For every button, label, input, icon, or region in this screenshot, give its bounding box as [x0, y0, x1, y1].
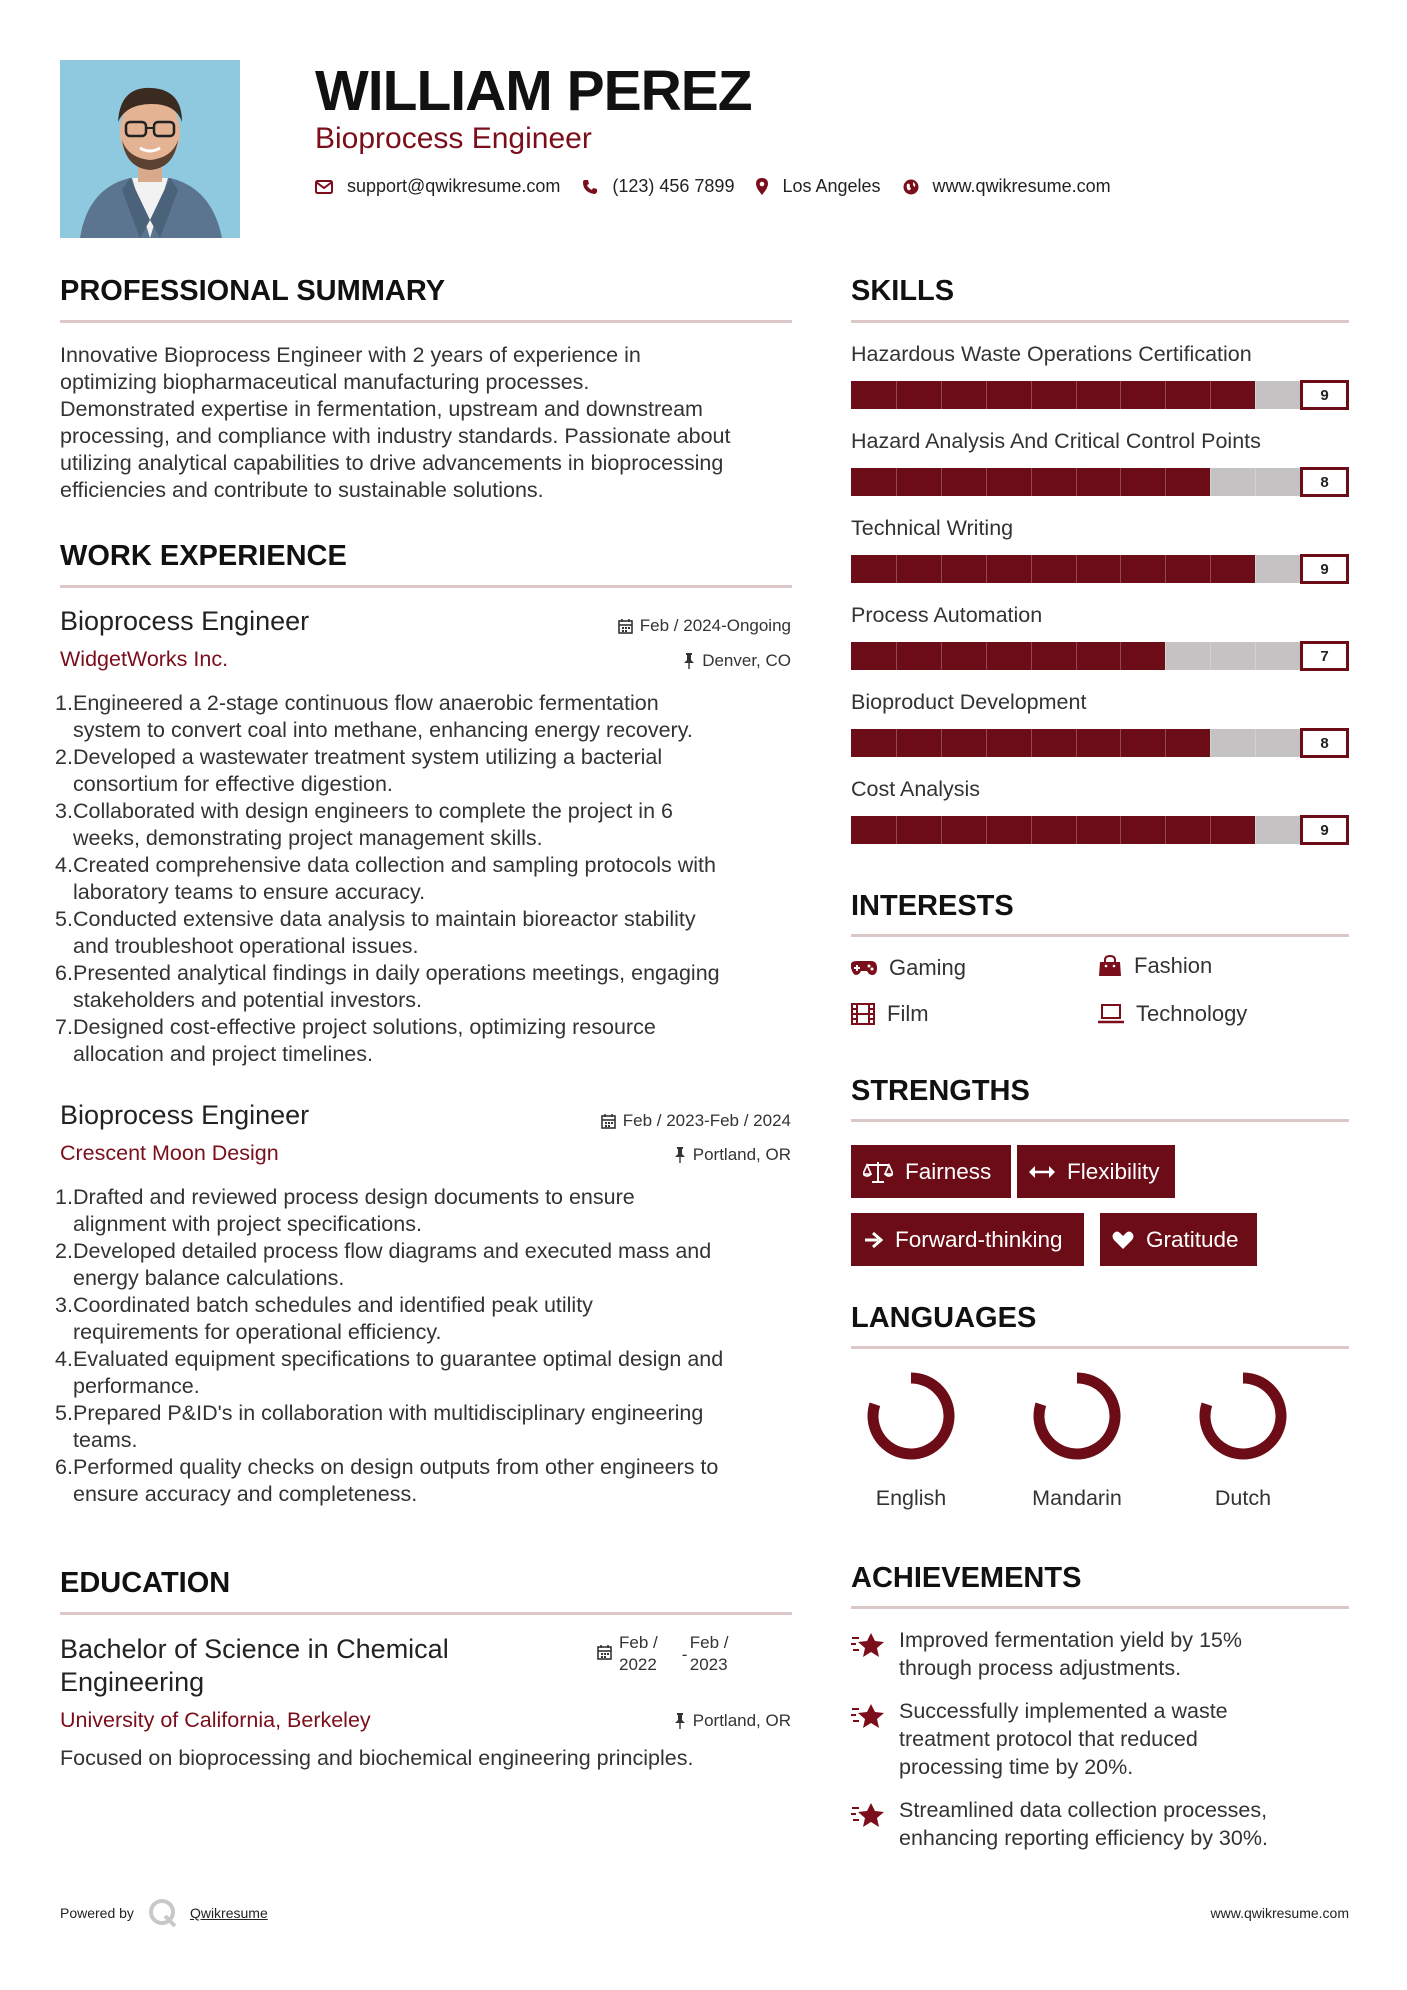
skill-bar-tick: [1210, 555, 1211, 583]
skill-bar-tick: [941, 555, 942, 583]
degree-title: [60, 1633, 449, 1699]
summary-line: Innovative Bioprocess Engineer with 2 years of experience in: [60, 343, 641, 367]
skill-bar-tick: [1076, 555, 1077, 583]
skill-bar-tick: [941, 729, 942, 757]
skill-level-box: 8: [1300, 728, 1349, 758]
list-item: [55, 1238, 800, 1292]
summary-line: optimizing biopharmaceutical manufacturing processes.: [60, 370, 590, 394]
list-item: [55, 744, 800, 798]
skill-bar-tick: [941, 642, 942, 670]
contact-phone[interactable]: [582, 176, 734, 197]
list-item: [55, 1400, 800, 1454]
bullet-line: Designed cost-effective project solutions, optimizing resource: [73, 1015, 656, 1039]
balance-scale-icon: [863, 1160, 893, 1184]
skill-bar-tick: [1120, 555, 1121, 583]
skill-bar-tick: [941, 816, 942, 844]
achievement-text: [899, 1796, 1319, 1852]
degree-line: Bachelor of Science in Chemical: [60, 1634, 449, 1664]
work-heading: WORK EXPERIENCE: [60, 540, 347, 572]
interest-label: Film: [887, 1001, 929, 1026]
skill-bar-tick: [1165, 555, 1166, 583]
list-item: [55, 690, 800, 744]
date-part: Feb /: [619, 1633, 658, 1652]
calendar-icon: [601, 1113, 616, 1129]
qwikresume-logo-icon: [148, 1898, 178, 1928]
achievement-line: Streamlined data collection processes,: [899, 1798, 1268, 1822]
list-item: [55, 1346, 800, 1400]
skill-bar-tick: [1210, 729, 1211, 757]
skill-level-box: 9: [1300, 380, 1349, 410]
skill-bar-tick: [986, 729, 987, 757]
skill-bar-tick: [986, 468, 987, 496]
language-ring-chart: [1173, 1368, 1313, 1468]
achievement-line: through process adjustments.: [899, 1656, 1182, 1680]
achievement-line: Improved fermentation yield by 15%: [899, 1628, 1242, 1652]
list-item: [55, 906, 800, 960]
candidate-title: Bioprocess Engineer: [315, 122, 592, 155]
skill-label: Hazard Analysis And Critical Control Points: [851, 429, 1261, 453]
skill-bar-tick: [1120, 729, 1121, 757]
skill-bar: [851, 380, 1349, 410]
arrow-right-icon: [863, 1230, 883, 1250]
bullet-number: 3.: [55, 799, 73, 823]
bullet-number: 6.: [55, 961, 73, 985]
bullet-line: Collaborated with design engineers to complete the project in 6: [73, 799, 673, 823]
skills-divider: [851, 320, 1349, 323]
language-ring: [841, 1368, 981, 1473]
bullet-number: 4.: [55, 1347, 73, 1371]
skill-bar-tick: [1120, 642, 1121, 670]
strength-label: Forward-thinking: [895, 1226, 1063, 1252]
skill-bar: [851, 728, 1349, 758]
bullet-line: Coordinated batch schedules and identified peak utility: [73, 1293, 593, 1317]
strength-label: Fairness: [905, 1158, 992, 1184]
skill-bar-tick: [1076, 729, 1077, 757]
list-item: [55, 1454, 800, 1508]
gamepad-icon: [851, 960, 877, 976]
job-location-text: Portland, OR: [692, 1145, 791, 1164]
heart-icon: [1112, 1230, 1134, 1250]
strengths-divider: [851, 1119, 1349, 1122]
contact-location: [756, 176, 880, 197]
achievement-line: Successfully implemented a waste: [899, 1699, 1228, 1723]
skill-bar-tick: [896, 381, 897, 409]
language-ring: [1173, 1368, 1313, 1473]
skill-bar-tick: [1031, 816, 1032, 844]
website-text: www.qwikresume.com: [932, 176, 1111, 196]
interests-heading: INTERESTS: [851, 890, 1014, 922]
interest-item: [851, 1001, 929, 1027]
date-part: 2023: [689, 1655, 728, 1674]
strength-label: Gratitude: [1146, 1226, 1239, 1252]
education-location: [674, 1711, 791, 1731]
achievement-text: [899, 1626, 1319, 1682]
school-name: University of California, Berkeley: [60, 1708, 371, 1732]
skill-bar-tick: [1165, 642, 1166, 670]
bullet-number: 3.: [55, 1293, 73, 1317]
achievement-line: processing time by 20%.: [899, 1755, 1134, 1779]
language-label: Dutch: [1214, 1486, 1272, 1510]
skill-level-box: 8: [1300, 467, 1349, 497]
achievements-heading: ACHIEVEMENTS: [851, 1562, 1082, 1594]
skill-bar-tick: [896, 468, 897, 496]
bullet-line: alignment with project specifications.: [73, 1212, 422, 1236]
language-ring-chart: [841, 1368, 981, 1468]
skill-bar-tick: [1076, 381, 1077, 409]
bullet-number: 6.: [55, 1455, 73, 1479]
profile-photo: [60, 60, 240, 238]
bullet-number: 5.: [55, 1401, 73, 1425]
bullet-line: ensure accuracy and completeness.: [73, 1482, 418, 1506]
language-ring-arc: [873, 1378, 949, 1454]
skill-bar-tick: [986, 381, 987, 409]
envelope-icon: [315, 180, 333, 194]
skill-bar-tick: [1031, 468, 1032, 496]
bullet-line: energy balance calculations.: [73, 1266, 345, 1290]
bullet-line: requirements for operational efficiency.: [73, 1320, 442, 1344]
bullet-number: 1.: [55, 1185, 73, 1209]
skill-bar-tick: [1165, 816, 1166, 844]
candidate-name: WILLIAM PEREZ: [315, 59, 752, 123]
skill-bar-tick: [1031, 642, 1032, 670]
skill-level-box: 7: [1300, 641, 1349, 671]
location-text: Los Angeles: [782, 176, 881, 196]
education-dates: [597, 1632, 729, 1676]
skill-level-box: 9: [1300, 815, 1349, 845]
bullet-line: weeks, demonstrating project management skills.: [73, 826, 543, 850]
job-bullet-list: [55, 690, 800, 1068]
interests-divider: [851, 934, 1349, 937]
work-divider: [60, 585, 792, 588]
education-description: Focused on bioprocessing and biochemical engineering principles.: [60, 1746, 694, 1770]
achievement-text: [899, 1697, 1319, 1781]
bullet-number: 7.: [55, 1015, 73, 1039]
list-item: [55, 1184, 800, 1238]
bullet-line: and troubleshoot operational issues.: [73, 934, 419, 958]
phone-text: (123) 456 7899: [612, 176, 735, 196]
strength-badge: [1017, 1145, 1175, 1198]
skill-bar-tick: [1210, 816, 1211, 844]
achievement-line: treatment protocol that reduced: [899, 1727, 1198, 1751]
skill-bar-tick: [1210, 468, 1211, 496]
education-location-text: Portland, OR: [692, 1711, 791, 1730]
skill-bar: [851, 467, 1349, 497]
skill-bar-fill: [851, 381, 1255, 409]
strength-badge: [851, 1145, 1011, 1198]
achievements-divider: [851, 1606, 1349, 1609]
date-part: Feb /: [689, 1633, 729, 1652]
contact-email[interactable]: [315, 176, 560, 197]
skill-bar: [851, 554, 1349, 584]
powered-by-text: Powered by: [60, 1905, 134, 1921]
bullet-line: Conducted extensive data analysis to maintain bioreactor stability: [73, 907, 696, 931]
bullet-number: 4.: [55, 853, 73, 877]
summary-line: efficiencies and contribute to sustainable solutions.: [60, 478, 544, 502]
bullet-line: Developed detailed process flow diagrams and executed mass and: [73, 1239, 712, 1263]
strength-badge: [851, 1213, 1084, 1266]
degree-line: Engineering: [60, 1667, 205, 1697]
skill-label: Technical Writing: [851, 516, 1014, 540]
skill-bar-tick: [1120, 381, 1121, 409]
summary-line: processing, and compliance with industry standards. Passionate about: [60, 424, 731, 448]
bullet-line: stakeholders and potential investors.: [73, 988, 422, 1012]
summary-line: utilizing analytical capabilities to drive advancements in bioprocessing: [60, 451, 724, 475]
achievement-item: [851, 1626, 1319, 1682]
interest-item: [1098, 1001, 1247, 1027]
skill-bar-tick: [1165, 381, 1166, 409]
star-badge-icon: [851, 1701, 885, 1729]
bullet-line: Presented analytical findings in daily operations meetings, engaging: [73, 961, 720, 985]
skill-label: Cost Analysis: [851, 777, 981, 801]
summary-text: [60, 342, 800, 504]
skill-bar-tick: [1120, 468, 1121, 496]
strength-label: Flexibility: [1067, 1158, 1160, 1184]
skill-bar-tick: [1165, 729, 1166, 757]
summary-line: Demonstrated expertise in fermentation, upstream and downstream: [60, 397, 703, 421]
skill-bar-tick: [1255, 816, 1256, 844]
achievement-item: [851, 1796, 1319, 1852]
skill-bar-tick: [1076, 816, 1077, 844]
interest-label: Fashion: [1134, 953, 1213, 978]
star-badge-icon: [851, 1800, 885, 1828]
calendar-icon: [597, 1644, 612, 1660]
bullet-line: Engineered a 2-stage continuous flow anaerobic fermentation: [73, 691, 659, 715]
job-dates-text: Feb / 2024-Ongoing: [639, 616, 791, 635]
laptop-icon: [1098, 1004, 1124, 1024]
company-name: Crescent Moon Design: [60, 1141, 279, 1165]
interest-label: Gaming: [889, 955, 967, 980]
footer-powered-by: [60, 1898, 268, 1928]
skill-bar-tick: [986, 816, 987, 844]
bullet-line: Prepared P&ID's in collaboration with multidisciplinary engineering: [73, 1401, 704, 1425]
summary-divider: [60, 320, 792, 323]
strength-badge: [1100, 1213, 1257, 1266]
skill-bar-fill: [851, 816, 1255, 844]
bullet-line: Evaluated equipment specifications to guarantee optimal design and: [73, 1347, 724, 1371]
skill-bar-tick: [1165, 468, 1166, 496]
job-title: Bioprocess Engineer: [60, 606, 310, 636]
footer-website[interactable]: www.qwikresume.com: [1210, 1905, 1349, 1921]
language-ring-arc: [1039, 1378, 1115, 1454]
job-bullet-list: [55, 1184, 800, 1508]
bullet-number: 1.: [55, 691, 73, 715]
calendar-icon: [618, 618, 633, 634]
globe-icon: [903, 179, 919, 195]
education-end: [681, 1632, 729, 1676]
skill-bar-fill: [851, 555, 1255, 583]
strengths-heading: STRENGTHS: [851, 1075, 1030, 1107]
skill-bar-fill: [851, 642, 1165, 670]
skill-bar-tick: [1076, 468, 1077, 496]
job-title: Bioprocess Engineer: [60, 1100, 310, 1130]
pushpin-icon: [674, 1713, 686, 1729]
bullet-line: consortium for effective digestion.: [73, 772, 393, 796]
languages-divider: [851, 1346, 1349, 1349]
bullet-line: Created comprehensive data collection and sampling protocols with: [73, 853, 716, 877]
skill-bar-tick: [896, 642, 897, 670]
list-item: [55, 798, 800, 852]
pushpin-icon: [683, 653, 695, 669]
email-text: support@qwikresume.com: [347, 176, 561, 196]
list-item: [55, 1014, 800, 1068]
skill-bar-tick: [1255, 555, 1256, 583]
language-label: English: [875, 1486, 947, 1510]
bullet-line: allocation and project timelines.: [73, 1042, 373, 1066]
education-start: [619, 1632, 658, 1676]
skill-bar: [851, 641, 1349, 671]
skill-bar-tick: [896, 555, 897, 583]
skill-bar-tick: [1255, 468, 1256, 496]
bullet-number: 2.: [55, 745, 73, 769]
skill-bar-tick: [1031, 555, 1032, 583]
job-location-text: Denver, CO: [702, 651, 791, 670]
interest-item: [1098, 953, 1212, 979]
education-heading: EDUCATION: [60, 1567, 231, 1599]
bullet-line: system to convert coal into methane, enhancing energy recovery.: [73, 718, 693, 742]
bullet-line: Performed quality checks on design outputs from other engineers to: [73, 1455, 719, 1479]
job-dates-text: Feb / 2023-Feb / 2024: [622, 1111, 791, 1130]
pushpin-icon: [674, 1147, 686, 1163]
summary-heading: PROFESSIONAL SUMMARY: [60, 275, 446, 307]
bullet-line: performance.: [73, 1374, 200, 1398]
bullet-line: Developed a wastewater treatment system utilizing a bacterial: [73, 745, 663, 769]
skill-bar-tick: [896, 729, 897, 757]
languages-heading: LANGUAGES: [851, 1302, 1037, 1334]
language-label: Mandarin: [1032, 1486, 1122, 1510]
film-icon: [851, 1003, 875, 1025]
skill-bar-tick: [1031, 381, 1032, 409]
skill-bar: [851, 815, 1349, 845]
company-name: WidgetWorks Inc.: [60, 647, 229, 671]
map-pin-icon: [756, 178, 768, 195]
bullet-line: Drafted and reviewed process design documents to ensure: [73, 1185, 635, 1209]
education-divider: [60, 1612, 792, 1615]
skill-bar-tick: [941, 381, 942, 409]
skill-bar-tick: [896, 816, 897, 844]
brand-link[interactable]: Qwikresume: [189, 1905, 268, 1921]
language-ring-chart: [1007, 1368, 1147, 1468]
bullet-number: 5.: [55, 907, 73, 931]
person-portrait-icon: [60, 60, 240, 238]
phone-icon: [582, 179, 598, 195]
skill-bar-tick: [941, 468, 942, 496]
date-dash: -: [681, 1645, 688, 1664]
skill-bar-tick: [1076, 642, 1077, 670]
star-badge-icon: [851, 1630, 885, 1658]
skills-heading: SKILLS: [851, 275, 955, 307]
arrows-horizontal-icon: [1029, 1165, 1055, 1179]
interest-item: [851, 955, 966, 981]
language-ring-arc: [1205, 1378, 1281, 1454]
contact-website[interactable]: [903, 176, 1111, 197]
skill-bar-tick: [986, 642, 987, 670]
bullet-number: 2.: [55, 1239, 73, 1263]
skill-bar-tick: [1031, 729, 1032, 757]
job-dates: [618, 616, 791, 636]
achievement-line: enhancing reporting efficiency by 30%.: [899, 1826, 1268, 1850]
shopping-bag-icon: [1098, 955, 1122, 977]
date-part: 2022: [619, 1655, 657, 1674]
achievement-item: [851, 1697, 1319, 1781]
bullet-line: laboratory teams to ensure accuracy.: [73, 880, 426, 904]
skill-bar-tick: [1255, 729, 1256, 757]
skill-bar-tick: [1210, 642, 1211, 670]
skill-label: Hazardous Waste Operations Certification: [851, 342, 1252, 366]
skill-label: Process Automation: [851, 603, 1043, 627]
list-item: [55, 1292, 800, 1346]
bullet-line: teams.: [73, 1428, 138, 1452]
job-dates: [601, 1111, 791, 1131]
language-ring: [1007, 1368, 1147, 1473]
skill-bar-tick: [986, 555, 987, 583]
list-item: [55, 960, 800, 1014]
contact-bar: [315, 176, 1133, 197]
list-item: [55, 852, 800, 906]
skill-bar-tick: [1210, 381, 1211, 409]
skill-label: Bioproduct Development: [851, 690, 1087, 714]
job-location: [683, 651, 791, 671]
job-location: [674, 1145, 791, 1165]
skill-bar-tick: [1120, 816, 1121, 844]
interest-label: Technology: [1136, 1001, 1248, 1026]
skill-bar-tick: [1255, 381, 1256, 409]
skill-level-box: 9: [1300, 554, 1349, 584]
skill-bar-tick: [1255, 642, 1256, 670]
